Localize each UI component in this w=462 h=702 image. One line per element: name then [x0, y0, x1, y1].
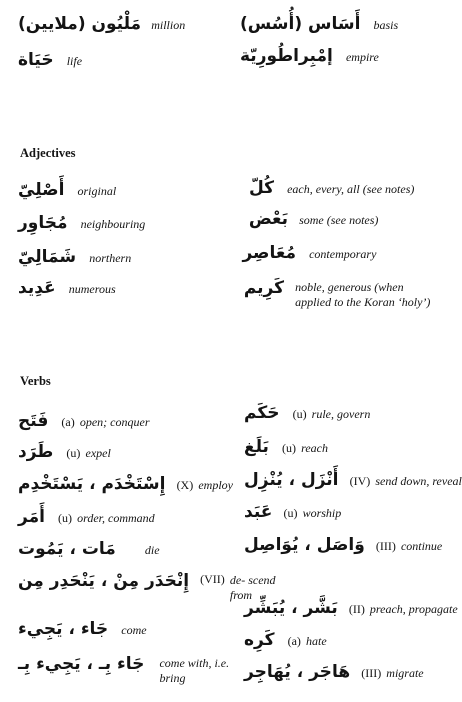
english-gloss: order, command	[77, 511, 155, 525]
verb-entry	[18, 541, 160, 558]
arabic-word: كَرِيم	[243, 278, 284, 298]
arabic-word: عَبَد	[244, 502, 273, 522]
english-gloss: noble, generous (when applied to the Koran ‘holy’)	[295, 280, 431, 309]
arabic-word: أَصْلِيّ	[18, 180, 65, 200]
arabic-word: أَسَاس (أُسُس)	[240, 14, 361, 34]
arabic-word: حَيَاة	[18, 50, 54, 70]
english-gloss: worship	[302, 506, 342, 520]
english-gloss: die	[144, 543, 160, 557]
arabic-word: عَدِيد	[18, 278, 56, 298]
verb-entry	[18, 476, 233, 493]
verb-class: (a)	[287, 634, 301, 648]
verb-class: (IV)	[349, 474, 371, 488]
adjective-entry	[244, 280, 435, 310]
arabic-word: بَشَّر ، يُبَشِّر	[244, 598, 338, 618]
english-gloss: open; conquer	[79, 415, 150, 429]
english-gloss: life	[66, 54, 83, 68]
section-heading-verbs: Verbs	[20, 374, 51, 388]
verb-entry	[244, 504, 341, 521]
arabic-word: طَرَد	[18, 442, 54, 462]
english-gloss: preach, propagate	[369, 602, 458, 616]
arabic-word: كُلّ	[248, 178, 274, 198]
english-gloss: contemporary	[309, 247, 377, 261]
verb-entry	[18, 413, 150, 430]
verb-class: (VII)	[200, 572, 225, 586]
arabic-word: أَمَر	[18, 507, 45, 527]
adjective-entry	[18, 249, 131, 266]
english-gloss: original	[77, 184, 117, 198]
arabic-word: أَنْزَل ، يُنْزِل	[244, 470, 339, 490]
verb-class: (u)	[292, 407, 307, 421]
english-gloss: continue	[400, 539, 443, 553]
verb-class: (a)	[61, 415, 75, 429]
verb-entry	[244, 472, 462, 489]
verb-class: (III)	[361, 666, 382, 680]
section-heading-adjectives: Adjectives	[20, 146, 76, 160]
english-gloss: come with, i.e. bring	[159, 656, 230, 685]
arabic-word: حَكَم	[244, 403, 280, 423]
english-gloss: basis	[373, 18, 399, 32]
verb-entry	[244, 664, 424, 681]
arabic-word: مَات ، يَمُوت	[18, 539, 116, 559]
verb-class: (u)	[282, 441, 297, 455]
arabic-word: وَاصَل ، يُوَاصِل	[244, 535, 365, 555]
arabic-word: شَمَالِيّ	[18, 247, 77, 267]
verb-entry	[244, 439, 328, 456]
english-gloss: empire	[345, 50, 379, 64]
english-gloss: numerous	[68, 282, 116, 296]
arabic-word: جَاء بِـ ، يَجِيء بِـ	[18, 654, 145, 674]
english-gloss: reach	[301, 441, 329, 455]
vocab-entry-basis	[240, 16, 398, 33]
vocab-entry-empire	[240, 48, 379, 65]
verb-class: (u)	[58, 511, 73, 525]
arabic-word: مُعَاصِر	[242, 243, 296, 263]
arabic-word: إِنْحَدَر مِنْ ، يَنْحَدِر مِن	[18, 571, 190, 591]
verb-class: (u)	[283, 506, 298, 520]
english-gloss: hate	[306, 634, 327, 648]
english-gloss: some (see notes)	[299, 213, 379, 227]
english-gloss: expel	[85, 446, 111, 460]
verb-entry	[244, 600, 458, 617]
arabic-word: إِسْتَخْدَم ، يَسْتَخْدِم	[18, 474, 166, 494]
arabic-word: مَلْيُون (ملايين)	[18, 14, 142, 34]
vocab-entry-million	[18, 16, 185, 33]
adjective-entry	[18, 280, 116, 297]
adjective-entry	[244, 180, 414, 197]
verb-entry	[18, 444, 111, 461]
english-gloss: rule, govern	[311, 407, 371, 421]
verb-entry	[18, 509, 155, 526]
adjective-entry	[18, 215, 145, 232]
adjective-entry	[244, 245, 376, 262]
verb-class: (III)	[375, 539, 396, 553]
english-gloss: migrate	[386, 666, 424, 680]
english-gloss: de- scend from	[229, 573, 276, 602]
arabic-word: بَلَغ	[244, 437, 269, 457]
english-gloss: each, every, all (see notes)	[287, 182, 415, 196]
vocab-entry-life	[18, 52, 82, 69]
english-gloss: northern	[89, 251, 132, 265]
verb-entry	[244, 632, 327, 649]
verb-class: (X)	[176, 478, 194, 492]
verb-entry	[18, 621, 147, 638]
verb-class: (II)	[348, 602, 365, 616]
english-gloss: send down, reveal	[375, 474, 462, 488]
adjective-entry	[18, 182, 116, 199]
english-gloss: employ	[198, 478, 233, 492]
arabic-word: فَتَح	[18, 411, 49, 431]
verb-entry	[18, 656, 249, 686]
arabic-word: إمْبِراطُورِيّة	[240, 46, 333, 66]
english-gloss: million	[151, 18, 186, 32]
verb-entry	[244, 537, 442, 554]
adjective-entry	[244, 211, 378, 228]
arabic-word: بَعْض	[248, 209, 288, 229]
arabic-word: كَرِه	[244, 630, 275, 650]
verb-class: (u)	[66, 446, 81, 460]
arabic-word: هَاجَر ، يُهَاجِر	[244, 662, 351, 682]
arabic-word: مُجَاوِر	[18, 213, 68, 233]
verb-entry	[244, 405, 370, 422]
english-gloss: neighbouring	[80, 217, 146, 231]
arabic-word: جَاء ، يَجِيء	[18, 619, 109, 639]
english-gloss: come	[121, 623, 147, 637]
